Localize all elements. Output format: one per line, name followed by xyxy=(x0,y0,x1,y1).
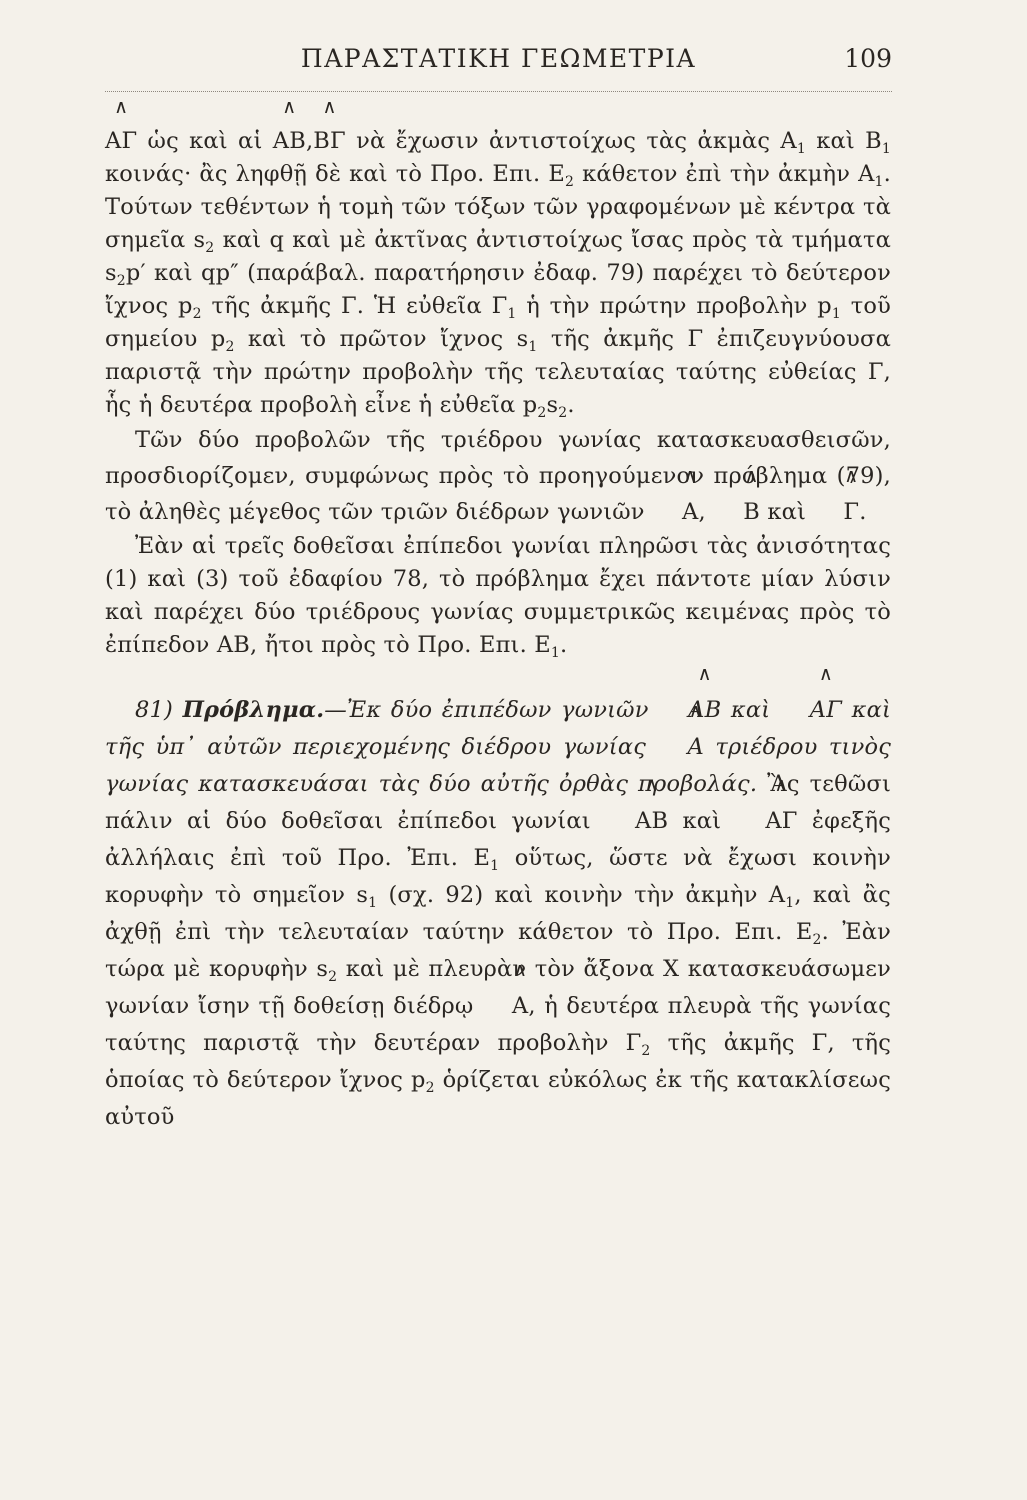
angle-symbol: ∧ ΑΒ xyxy=(658,692,721,729)
angle-symbol: ∧ ΒΓ xyxy=(313,125,346,158)
angle-symbol: ∧ Γ xyxy=(813,494,859,530)
section-gap xyxy=(105,662,891,692)
angle-symbol: ∧ ΑΓ xyxy=(780,692,842,729)
angle-symbol: ∧ ΑΒ xyxy=(605,803,668,840)
angle-symbol: ∧ ΑΓ xyxy=(735,803,797,840)
page-header xyxy=(105,40,892,80)
page-body xyxy=(105,125,891,1136)
paragraph-3: Ἐὰν αἱ τρεῖς δοθεῖσαι ἐπίπεδοι γωνίαι πληρῶσι τὰς ἀνισότητας (1) καὶ (3) τοῦ ἐδαφίου 78, τὸ πρόβλημα ἔχει πάντοτε μίαν λύσιν καὶ παρέχει δύο τριέδρους γωνίας συμμετρικῶς κειμένας πρὸς τὸ ἐπίπεδον ΑΒ, ἤτοι πρὸς τὸ Προ. Επι. $E_1$. xyxy=(105,533,891,661)
page-number: 109 xyxy=(844,44,892,73)
angle-symbol: ∧ Α xyxy=(657,729,703,766)
problem-81: 81) Πρόβλημα.—Ἐκ δύο ἐπιπέδων γωνιῶν ∧ ΑΒ καὶ ∧ ΑΓ καὶ τῆς ὑπ᾽ αὐτῶν περιεχομένης διέδρου γωνίας ∧ Α τριέδρου τινὸς γωνίας κατασκευάσαι τὰς δύο αὐτῆς ὀρθὰς προβολάς. Ἂς τεθῶσι πάλιν αἱ δύο δοθεῖσαι ἐπίπεδοι γωνίαι ∧ ΑΒ καὶ ∧ ΑΓ ἐφεξῆς ἀλλήλαις ἐπὶ τοῦ Προ. Ἐπι. $E_1$ οὕτως, ὥστε νὰ ἔχωσι κοινὴν κορυφὴν τὸ σημεῖον $s_1$ (σχ. 92) καὶ κοινὴν τὴν ἀκμὴν $A_1$, καὶ ἂς ἀχθῇ ἐπὶ τὴν τελευταίαν ταύτην κάθετον τὸ Προ. Επι. $E_2$. Ἐὰν τώρα μὲ κορυφὴν $s_2$ καὶ μὲ πλευρὰν τὸν ἄξονα Χ κατασκευάσωμεν γωνίαν ἴσην τῇ δοθείσῃ διέδρῳ ∧ Α, ἡ δευτέρα πλευρὰ τῆς γωνίας ταύτης παριστᾷ τὴν δευτέραν προβολὴν $\Gamma_2$ τῆς ἀκμῆς Γ, τῆς ὁποίας τὸ δεύτερον ἴχνος $p_2$ ὁρίζεται εὐκόλως ἐκ τῆς κατακλίσεως αὐτοῦ xyxy=(105,692,891,1136)
problem-title: Πρόβλημα. xyxy=(182,697,325,723)
angle-symbol: ∧ Β xyxy=(713,494,760,530)
angle-symbol: ∧ Α xyxy=(652,494,698,530)
angle-symbol: ∧ ΑΓ xyxy=(105,125,137,158)
paragraph-1: ∧ ΑΓ ὡς καὶ αἱ ∧ ΑΒ,∧ ΒΓ νὰ ἔχωσιν ἀντιστοίχως τὰς ἀκμὰς $A_1$ καὶ $B_1$ κοινάς· ἂς ληφθῇ δὲ καὶ τὸ Προ. Επι. $E_2$ κάθετον ἐπὶ τὴν ἀκμὴν $A_1$. Τούτων τεθέντων ἡ τομὴ τῶν τόξων τῶν γραφομένων μὲ κέντρα τὰ σημεῖα $s_2$ καὶ q καὶ μὲ ἀκτῖνας ἀντιστοίχως ἴσας πρὸς τὰ τμήματα $s_2p'$ καὶ qp″ (παράβαλ. παρατήρησιν ἐδαφ. 79) παρέχει τὸ δεύτερον ἴχνος $p_2$ τῆς ἀκμῆς Γ. Ἡ εὐθεῖα $\Gamma_1$ ἡ τὴν πρώτην προβολὴν $p_1$ τοῦ σημείου $p_2$ καὶ τὸ πρῶτον ἴχνος $s_1$ τῆς ἀκμῆς Γ ἐπιζευγνύουσα παριστᾷ τὴν πρώτην προβολὴν τῆς τελευταίας ταύτης εὐθείας Γ, ἧς ἡ δευτέρα προβολὴ εἶνε ἡ εὐθεῖα $p_2s_2$. xyxy=(105,125,891,422)
angle-symbol: ∧ Α xyxy=(482,988,528,1025)
angle-symbol: ∧ ΑΒ xyxy=(273,125,306,158)
problem-number: 81) xyxy=(135,697,174,723)
paragraph-2: Τῶν δύο προβολῶν τῆς τριέδρου γωνίας κατασκευασθεισῶν, προσδιορίζομεν, συμφώνως πρὸς τὸ προηγούμενον πρόβλημα (79), τὸ ἀληθὲς μέγεθος τῶν τριῶν διέδρων γωνιῶν ∧ Α, ∧ Β καὶ ∧ Γ. xyxy=(105,422,891,530)
header-divider xyxy=(105,91,892,92)
running-title: ΠΑΡΑΣΤΑΤΙΚΗ ΓΕΩΜΕΤΡΙΑ xyxy=(300,44,697,73)
